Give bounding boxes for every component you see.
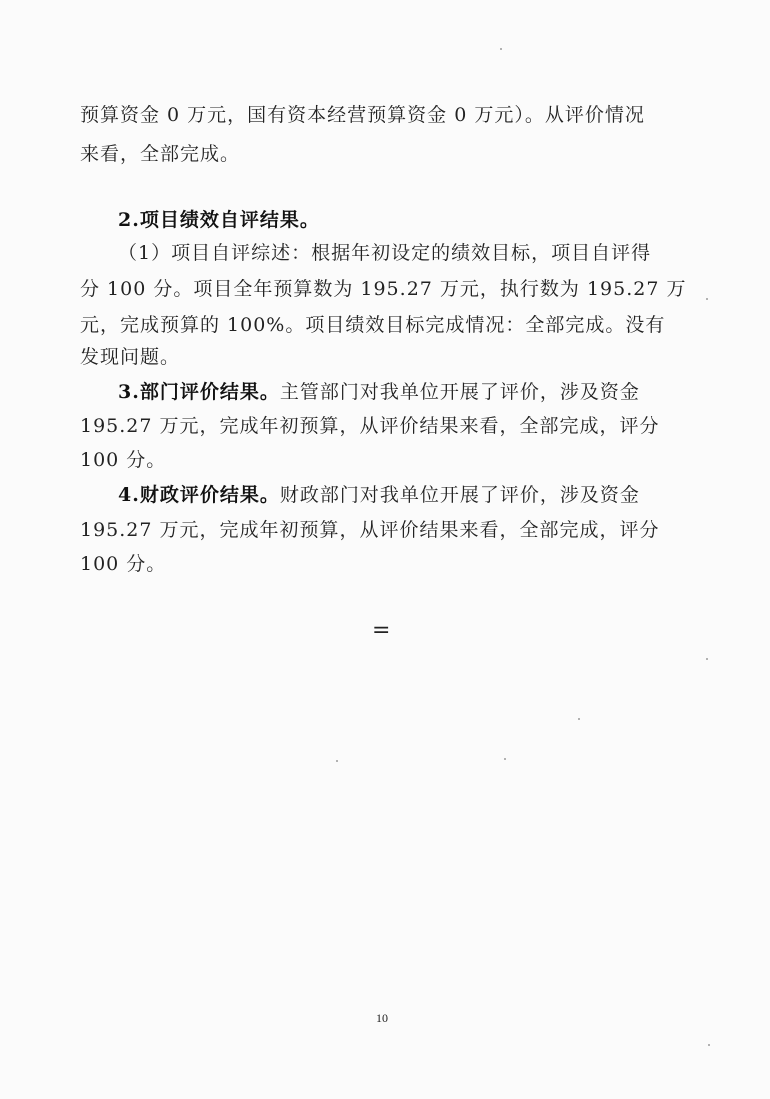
section-heading: 2.项目绩效自评结果。 <box>118 209 320 231</box>
text-line: 分 100 分。项目全年预算数为 195.27 万元，执行数为 195.27 万 <box>80 278 687 300</box>
scan-speck <box>706 658 708 660</box>
text-line: 195.27 万元，完成年初预算，从评价结果来看，全部完成，评分 <box>80 415 660 437</box>
text-line: 元，完成预算的 100%。项目绩效目标完成情况：全部完成。没有 <box>80 314 666 336</box>
scan-speck <box>706 298 708 300</box>
paragraph-line <box>118 375 738 409</box>
scan-speck <box>500 48 502 50</box>
text-line: 发现问题。 <box>80 346 181 368</box>
text-line: 100 分。 <box>80 449 167 471</box>
scan-speck <box>336 760 338 762</box>
section-heading: 4.财政评价结果。 <box>118 484 280 506</box>
scan-speck <box>708 1044 710 1046</box>
section-heading: 3.部门评价结果。 <box>118 381 280 403</box>
paragraph-line <box>118 478 738 512</box>
separator-mark: = <box>372 618 391 643</box>
paragraph-text: 主管部门对我单位开展了评价，涉及资金 <box>279 381 640 403</box>
scan-speck <box>578 718 580 720</box>
paragraph-text: 财政部门对我单位开展了评价，涉及资金 <box>279 484 640 506</box>
text-line: 195.27 万元，完成年初预算，从评价结果来看，全部完成，评分 <box>80 519 660 541</box>
page-number: 10 <box>376 1011 388 1025</box>
text-line: 来看，全部完成。 <box>80 143 241 165</box>
scan-speck <box>504 758 506 760</box>
text-line: （1）项目自评综述：根据年初设定的绩效目标，项目自评得 <box>118 242 652 264</box>
text-line: 预算资金 0 万元，国有资本经营预算资金 0 万元）。从评价情况 <box>80 104 645 126</box>
text-line: 100 分。 <box>80 553 167 575</box>
